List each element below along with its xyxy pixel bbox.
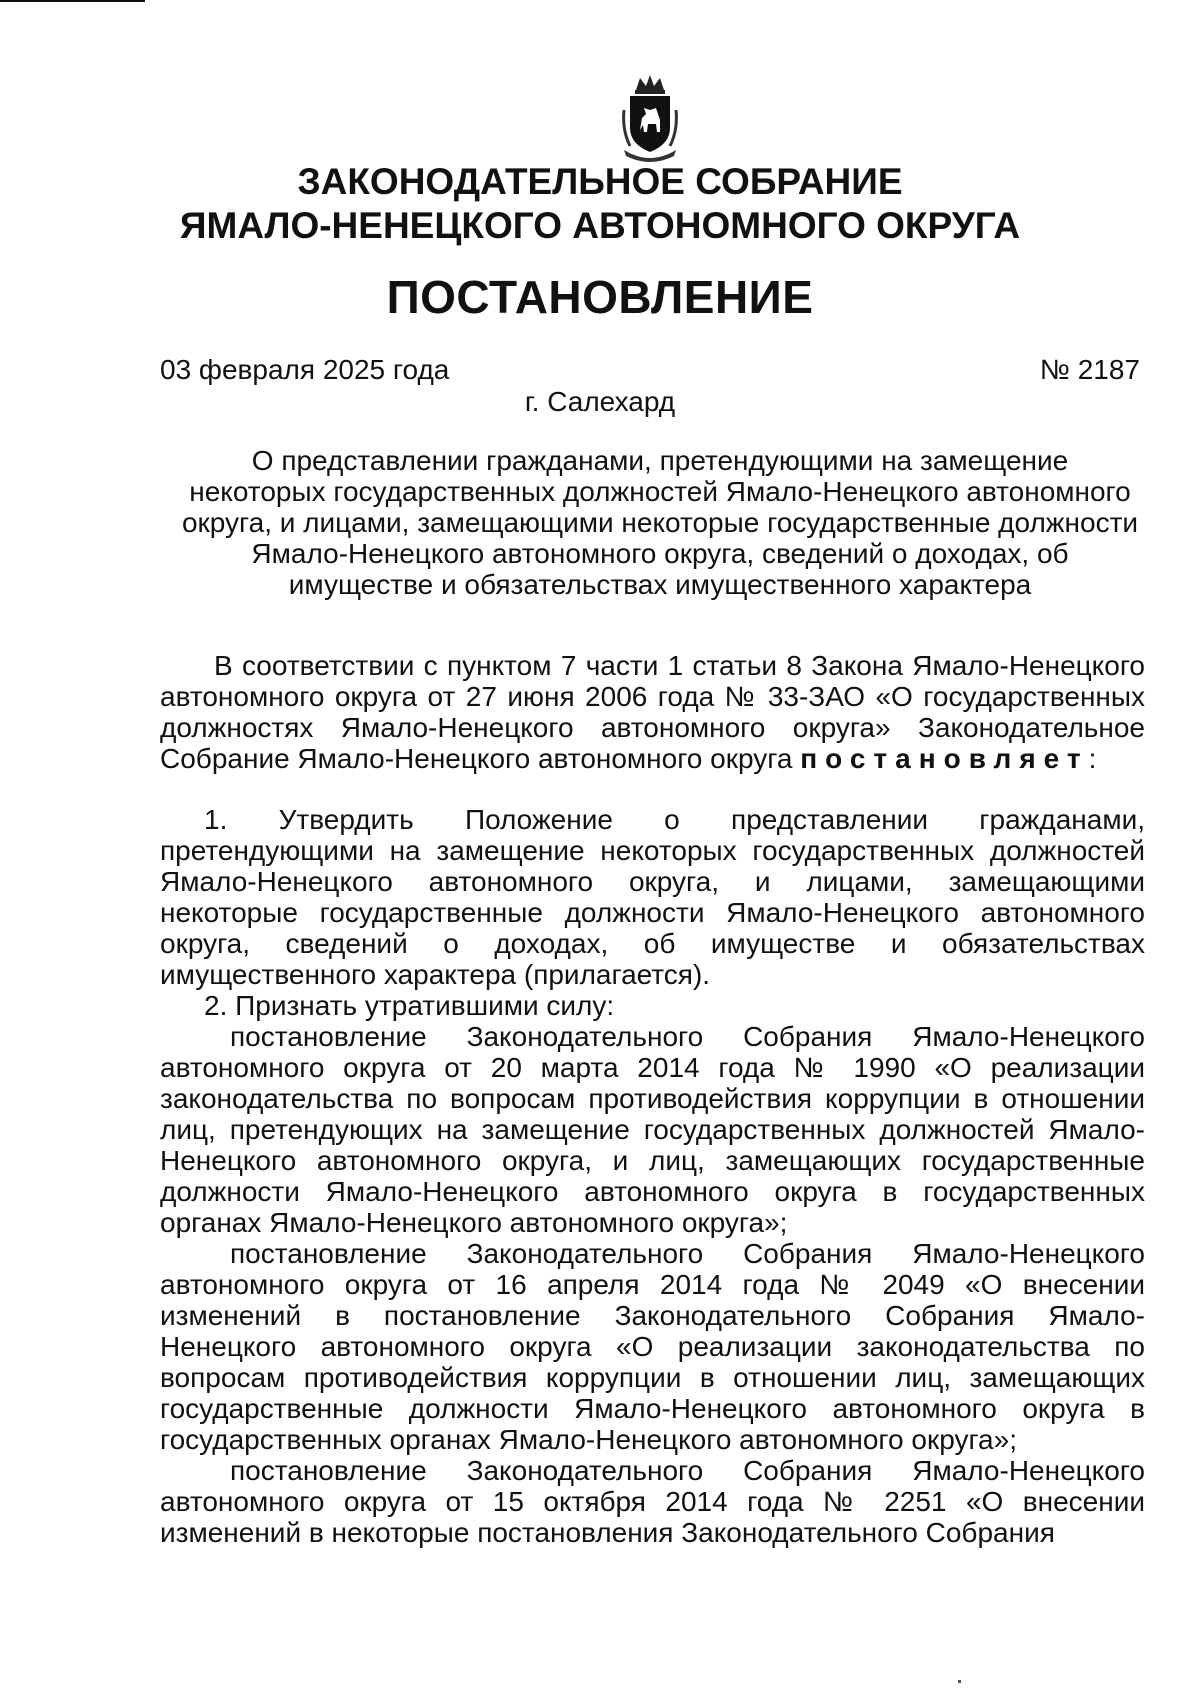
repeal-item-1: постановление Законодательного Собрания Ямало-Ненецкого автономного округа от 20 марта 2014 года № 1990 «О реализации законодательства по вопросам противодействия коррупции в отношении лиц, претендующих на замещение государственных должностей Ямало-Ненецкого автономного округа, и лиц, замещающих государственные должности Ямало-Ненецкого автономного округа в государственных органах Ямало-Ненецкого автономного округа»; — [160, 1021, 1145, 1238]
repeal-item-2: постановление Законодательного Собрания Ямало-Ненецкого автономного округа от 16 апреля 2014 года № 2049 «О внесении изменений в постановление Законодательного Собрания Ямало-Ненецкого автономного округа «О реализации законодательства по вопросам противодействия коррупции в отношении лиц, замещающих государственные должности Ямало-Ненецкого автономного округа в государственных органах Ямало-Ненецкого автономного округа»; — [160, 1238, 1145, 1455]
resolution-verb: постановляет — [800, 743, 1089, 774]
scan-edge-line — [0, 0, 145, 2]
preamble-paragraph — [160, 650, 1145, 774]
document-date: 03 февраля 2025 года — [160, 354, 450, 385]
repeal-item-3: постановление Законодательного Собрания Ямало-Ненецкого автономного округа от 15 октября 2014 года № 2251 «О внесении изменений в некоторые постановления Законодательного Собрания — [160, 1455, 1145, 1548]
document-subject: О представлении гражданами, претендующими на замещение некоторых государственных должностей Ямало-Ненецкого автономного округа, и лицами, замещающими некоторые государственные должности Ямало-Ненецкого автономного округа, сведений о доходах, об имуществе и обязательствах имущественного характера — [181, 445, 1139, 600]
org-title-line2: ЯМАЛО-НЕНЕЦКОГО АВТОНОМНОГО ОКРУГА — [179, 205, 1021, 246]
document-body — [160, 650, 1145, 1548]
document-city: г. Салехард — [524, 386, 676, 417]
document-type-heading: ПОСТАНОВЛЕНИЕ — [386, 271, 814, 323]
org-title-line1: ЗАКОНОДАТЕЛЬНОЕ СОБРАНИЕ — [297, 161, 903, 202]
preamble-text: В соответствии с пунктом 7 части 1 статьи 8 Закона Ямало-Ненецкого автономного округа от 27 июня 2006 года № 33-ЗАО «О государственных должностях Ямало-Ненецкого автономного округа» Законодательное Собрание Ямало-Ненецкого автономного округа — [160, 650, 1145, 774]
scan-dot — [958, 1680, 961, 1683]
document-number: № 2187 — [1039, 354, 1140, 385]
coat-of-arms-icon — [620, 70, 680, 162]
item-2: 2. Признать утратившими силу: — [204, 990, 615, 1021]
preamble-colon: : — [1088, 743, 1097, 774]
item-1: 1. Утвердить Положение о представлении гражданами, претендующими на замещение некоторых государственных должностей Ямало-Ненецкого автономного округа, и лицами, замещающими некоторые государственные должности Ямало-Ненецкого автономного округа, сведений о доходах, об имуществе и обязательствах имущественного характера (прилагается). — [160, 804, 1145, 990]
